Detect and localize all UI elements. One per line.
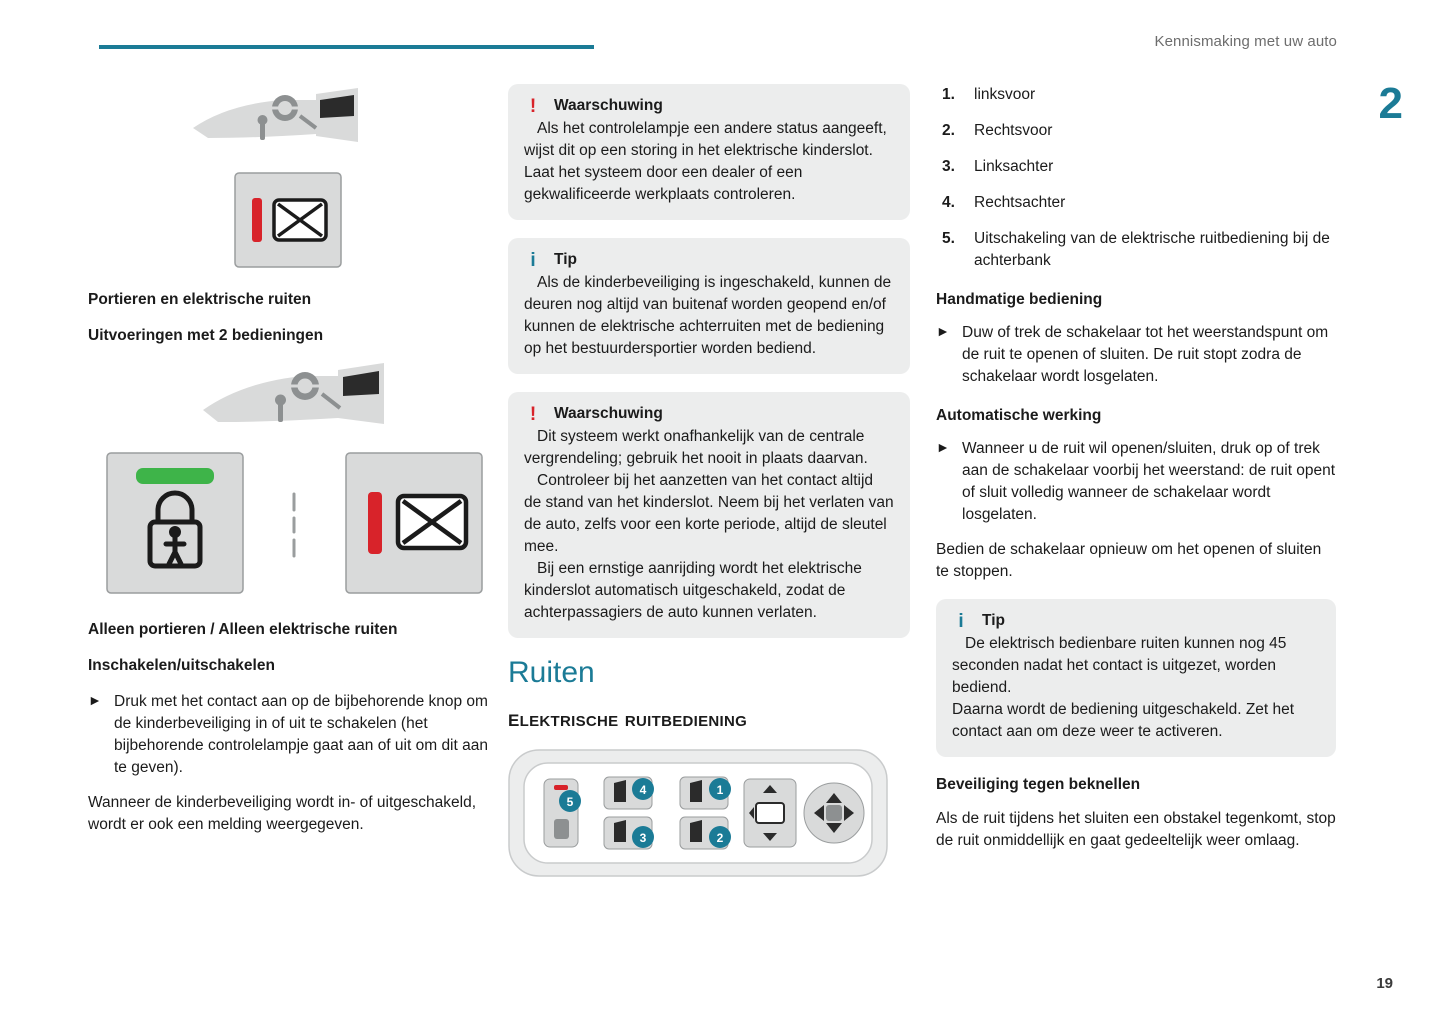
callout-line-2: Controleer bij het aanzetten van het contact altijd de stand van het kinderslot. Neem bij het verlaten van de auto, zelfs voor een korte periode, altijd de sleutel mee.: [524, 472, 894, 556]
callout-title: Waarschuwing: [554, 97, 663, 114]
list-index: 1.: [942, 86, 955, 103]
heading-portieren-ruiten: Portieren en elektrische ruiten: [88, 291, 312, 308]
figure-window-control-panel: [508, 749, 910, 877]
figure-dashboard-one-control: [188, 86, 488, 156]
list-text: Linksachter: [974, 158, 1054, 175]
heading-beveiliging-beknellen: Beveiliging tegen beknellen: [936, 776, 1141, 794]
svg-text:2: 2: [716, 831, 724, 846]
callout-line-2: Laat het systeem door een dealer of een gekwalificeerde werkplaats controleren.: [524, 164, 803, 204]
info-icon: i: [958, 611, 964, 633]
heading-inschakelen: Inschakelen/uitschakelen: [88, 657, 275, 675]
callout-line-1: Als de kinderbeveiliging is ingeschakeld, kunnen de deuren nog altijd van buitenaf worden geopend en/of kunnen de elektrische achterruiten met de bediening op het bestuurdersportier worden bediend.: [524, 274, 892, 358]
heading-handmatige-bediening: Handmatige bediening: [936, 291, 1103, 308]
callout-title: Tip: [554, 251, 577, 269]
section-title-ruiten: Ruiten: [508, 656, 595, 690]
para-melding: Wanneer de kinderbeveiliging wordt in- of uitgeschakeld, wordt er ook een melding weergegeven.: [88, 793, 477, 833]
callout-line-1: Dit systeem werkt onafhankelijk van de centrale vergrendeling; gebruik het nooit in plaats daarvan.: [524, 428, 868, 468]
svg-text:5: 5: [566, 795, 574, 810]
header-rule: [99, 45, 594, 49]
callout-line-1: Als het controlelampje een andere status aangeeft, wijst dit op een storing in het elektrische kinderslot.: [524, 120, 887, 160]
list-item: [936, 156, 1336, 178]
callout-line-1: De elektrisch bedienbare ruiten kunnen nog 45 seconden nadat het contact is uitgezet, worden bediend.: [952, 635, 1287, 697]
list-text: Rechtsvoor: [974, 122, 1053, 139]
list-index: 3.: [942, 158, 955, 175]
callout-text: [524, 426, 894, 624]
column-left: [88, 78, 488, 849]
bullet-inschakelen: [88, 691, 488, 779]
svg-text:3: 3: [639, 831, 647, 846]
callout-text: [524, 118, 894, 206]
list-item: [936, 120, 1336, 142]
list-item: [936, 228, 1336, 272]
callout-warning-1: [508, 84, 910, 220]
chapter-number: 2: [1378, 79, 1403, 128]
column-middle: [508, 84, 910, 877]
figure-dashboard-two-controls: [198, 360, 488, 440]
heading-uitvoeringen: Uitvoeringen met 2 bedieningen: [88, 327, 324, 345]
chapter-title: Kennismaking met uw auto: [1154, 33, 1337, 50]
figure-childlock-indicator: [234, 172, 488, 268]
callout-line-2: Daarna wordt de bediening uitgeschakeld. Zet het contact aan om deze weer te activeren.: [952, 701, 1295, 741]
callout-text: [952, 633, 1320, 743]
bullet-automatisch: [936, 438, 1336, 526]
list-item: [936, 84, 1336, 106]
list-text: Uitschakeling van de elektrische ruitbediening bij de achterbank: [974, 230, 1330, 269]
callout-tip-2: [936, 599, 1336, 757]
callout-text: [524, 272, 894, 360]
list-index: 4.: [942, 194, 955, 211]
list-index: 2.: [942, 122, 955, 139]
exclamation-icon: !: [529, 96, 537, 117]
svg-text:1: 1: [716, 783, 724, 798]
figure-two-buttons: [106, 452, 488, 594]
arrow-icon: ►: [936, 439, 950, 456]
list-text: Rechtsachter: [974, 194, 1066, 211]
list-index: 5.: [942, 230, 955, 247]
page-number: 19: [1376, 975, 1393, 992]
bullet-text: Wanneer u de ruit wil openen/sluiten, druk op of trek aan de schakelaar voorbij het weerstand: de ruit opent of sluit volledig wanneer de schakelaar wordt losgelaten.: [962, 440, 1336, 524]
callout-title: Waarschuwing: [554, 405, 663, 423]
heading-alleen-portieren: Alleen portieren / Alleen elektrische ruiten: [88, 621, 398, 639]
para-beknellen: Als de ruit tijdens het sluiten een obstakel tegenkomt, stop de ruit onmiddellijk en gaat gedeeltelijk weer omlaag.: [936, 809, 1336, 849]
list-text: linksvoor: [974, 86, 1036, 103]
column-right: [936, 84, 1336, 865]
bullet-handmatig: [936, 322, 1336, 388]
heading-automatische-werking: Automatische werking: [936, 407, 1102, 425]
callout-warning-2: [508, 392, 910, 638]
callout-tip-1: [508, 238, 910, 374]
arrow-icon: ►: [88, 691, 102, 708]
numbered-list: [936, 84, 1336, 272]
callout-title: Tip: [982, 612, 1005, 630]
arrow-icon: ►: [936, 323, 950, 340]
list-item: [936, 192, 1336, 214]
exclamation-icon: !: [529, 404, 537, 426]
info-icon: i: [530, 250, 536, 272]
bullet-text: Druk met het contact aan op de bijbehorende knop om de kinderbeveiliging in of uit te schakelen (het bijbehorende controlelampje gaat aan of uit om dit aan te geven).: [114, 692, 488, 776]
bullet-text: Duw of trek de schakelaar tot het weerstandspunt om de ruit te openen of sluiten. De ruit stopt zodra de schakelaar wordt losgelaten.: [962, 324, 1329, 386]
para-bedien-schakelaar: Bedien de schakelaar opnieuw om het openen of sluiten te stoppen.: [936, 541, 1322, 581]
callout-line-3: Bij een ernstige aanrijding wordt het elektrische kinderslot automatisch uitgeschakeld, zodat de achterpassagiers de auto kunnen verlaten.: [524, 560, 862, 622]
section-subtitle-elektrische-ruitbediening: elektrische ruitbediening: [508, 705, 748, 733]
svg-text:4: 4: [639, 783, 647, 798]
